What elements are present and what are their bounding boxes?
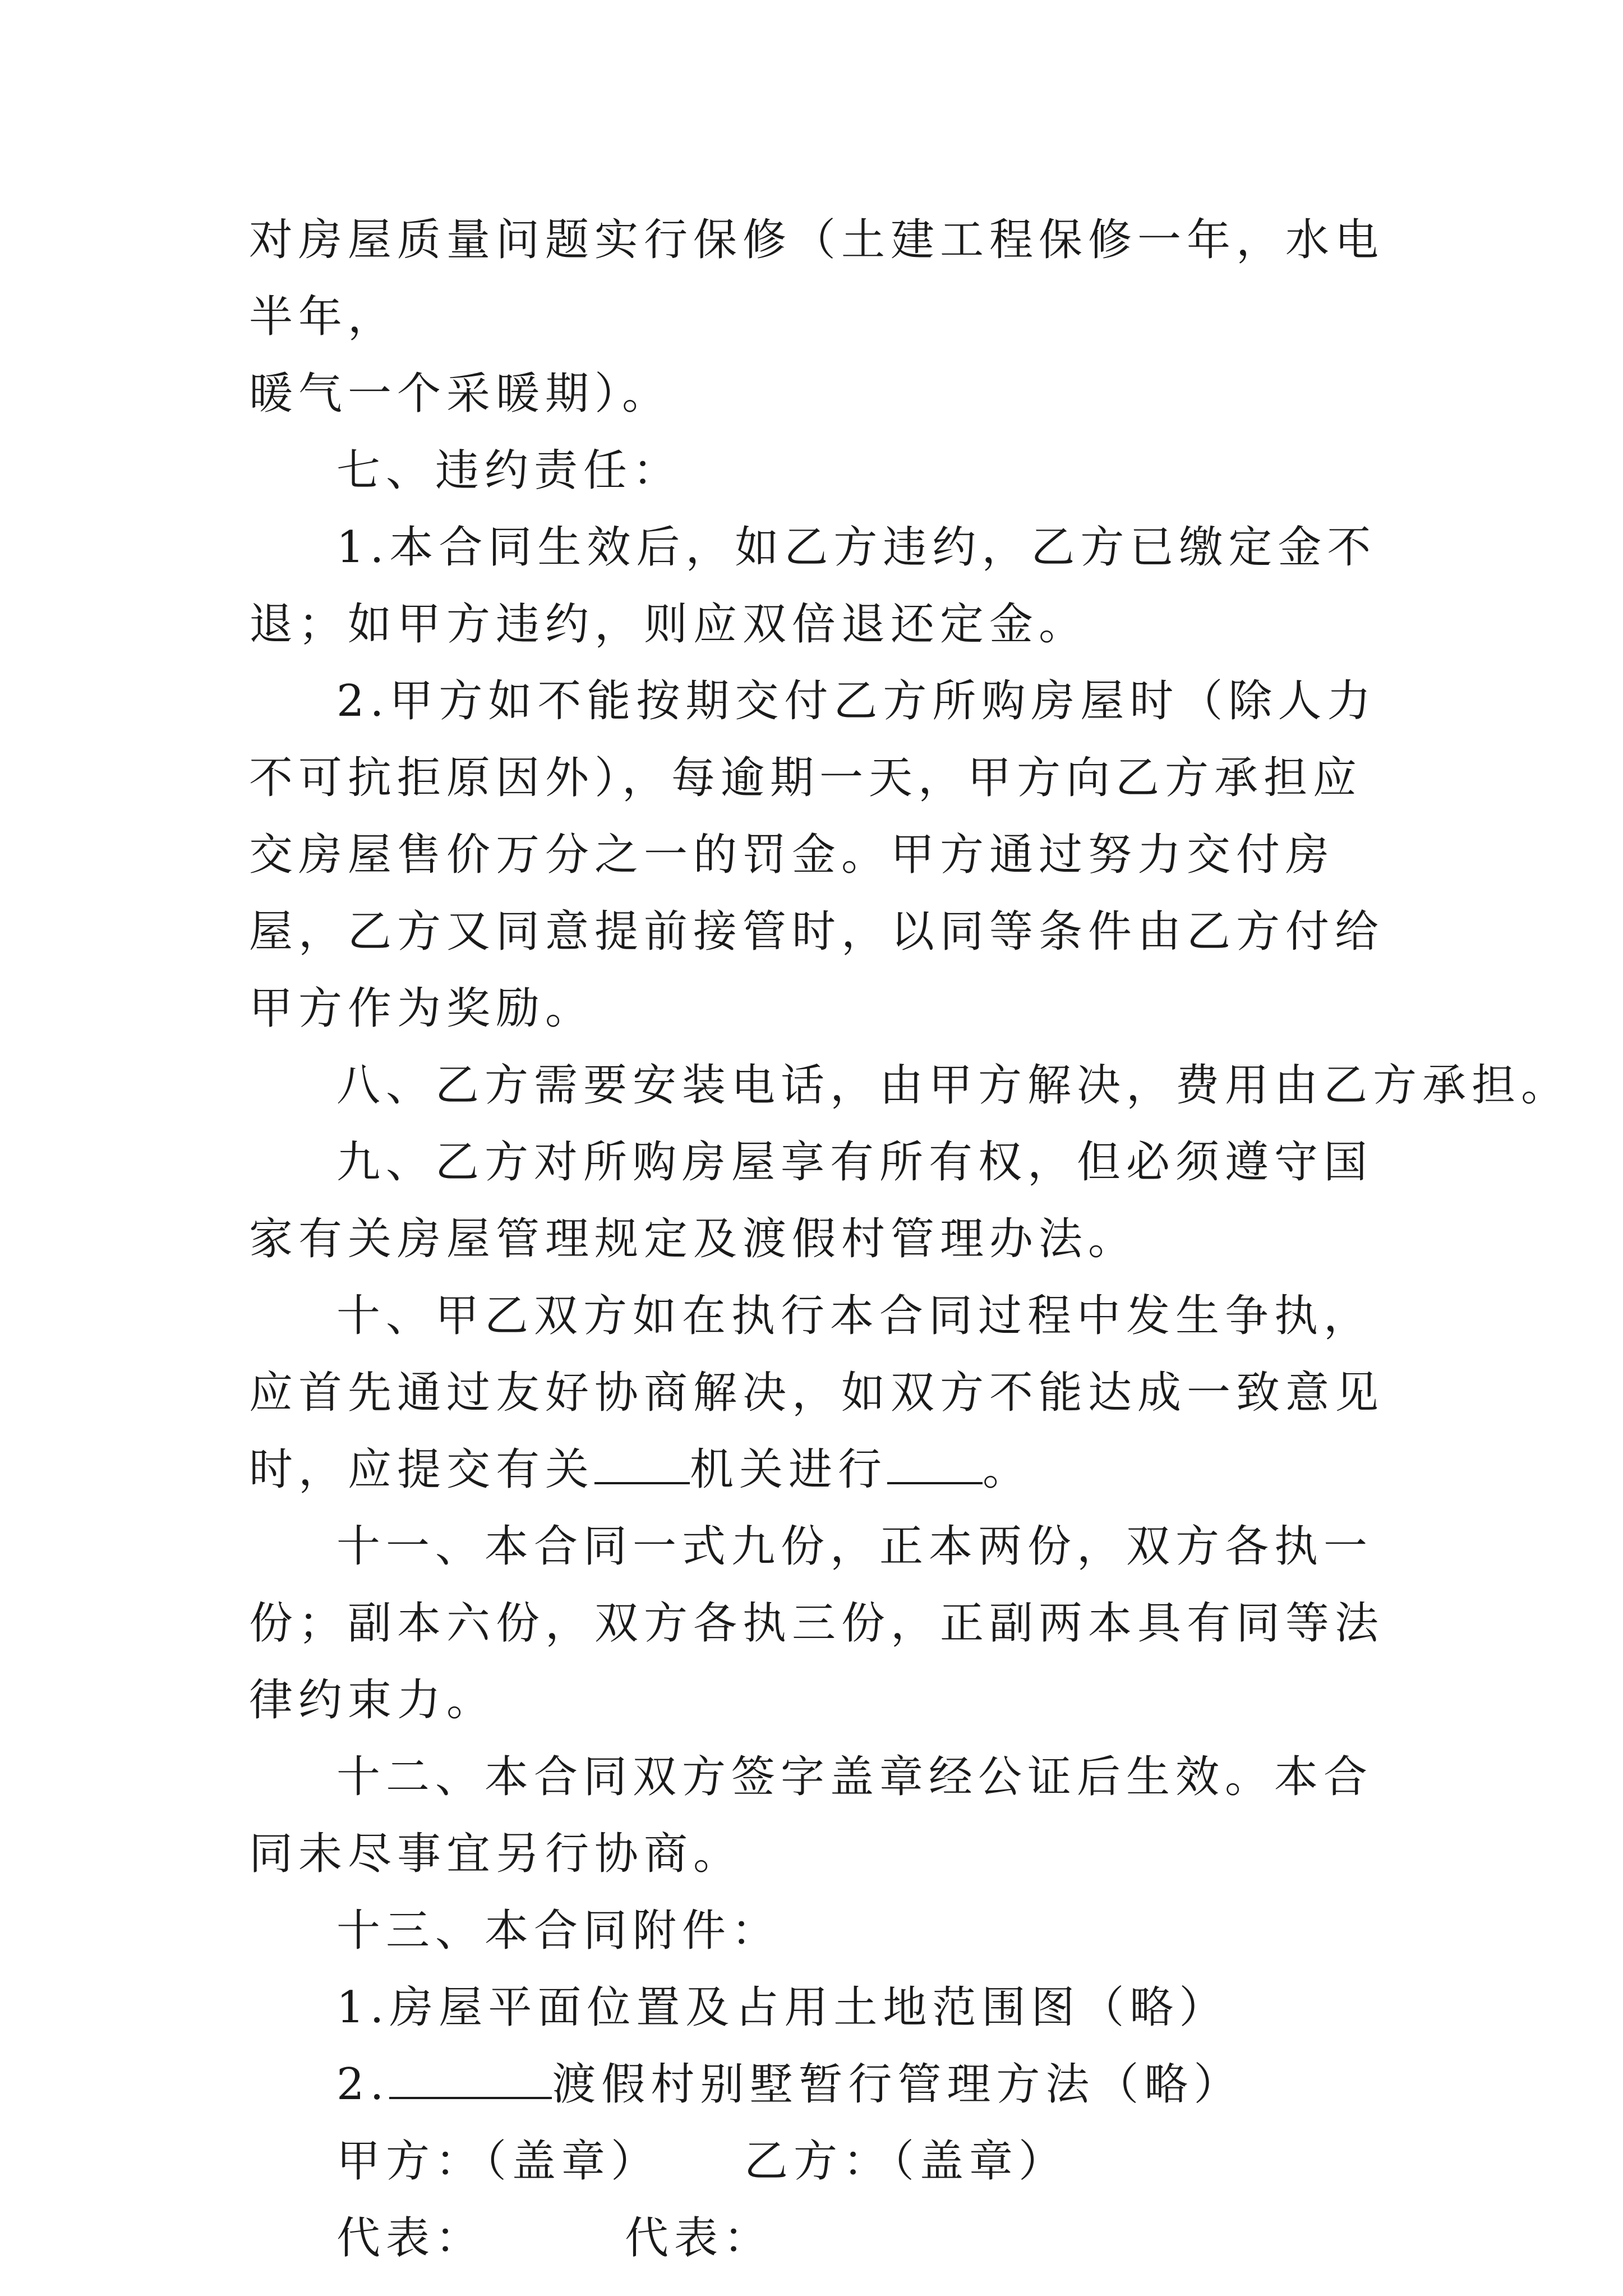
signature-parties — [249, 2123, 1387, 2200]
section-7-title: 七、违约责任： — [336, 445, 683, 496]
section-7-item-1: 1.本合同生效后，如乙方违约，乙方已缴定金不退；如甲方违约，则应双倍退还定金。 — [249, 522, 1377, 650]
blank-field-authority — [594, 1443, 690, 1484]
section-10-text-2: 机关进行 — [690, 1444, 888, 1495]
section-13-item-1: 1.房屋平面位置及占用土地范围图（略） — [336, 1982, 1229, 2033]
section-9: 九、乙方对所购房屋享有所有权，但必须遵守国家有关房屋管理规定及渡假村管理办法。 — [249, 1137, 1373, 1264]
warranty-line-1: 对房屋质量问题实行保修（土建工程保修一年，水电半年， — [249, 215, 1385, 342]
section-11: 十一、本合同一式九份，正本两份，双方各执一份；副本六份，双方各执三份，正副两本具有同等法律约束力。 — [249, 1521, 1385, 1726]
section-13-item-2-suffix: 渡假村别墅暂行管理方法（略） — [552, 2059, 1243, 2110]
blank-field-resort-name — [389, 2058, 552, 2099]
section-10-text-1: 十、甲乙双方如在执行本合同过程中发生争执，应首先通过友好协商解决，如双方不能达成一致意见时，应提交有关 — [249, 1291, 1385, 1495]
section-13-item-2-prefix: 2. — [336, 2059, 390, 2110]
section-10-text-3: 。 — [983, 1444, 1032, 1495]
blank-field-procedure — [887, 1443, 983, 1484]
party-b-representative: 代表： — [625, 2213, 773, 2263]
section-13-item-2 — [249, 2046, 1387, 2123]
section-12: 十二、本合同双方签字盖章经公证后生效。本合同未尽事宜另行协商。 — [249, 1752, 1373, 1879]
party-a-seal: 甲方：（盖章） — [336, 2136, 661, 2187]
document-body — [249, 202, 1571, 2277]
section-10 — [249, 1278, 1387, 1508]
section-13-title: 十三、本合同附件： — [336, 1906, 781, 1956]
section-7-item-2: 2.甲方如不能按期交付乙方所购房屋时（除人力不可抗拒原因外），每逾期一天，甲方向乙方承担应交房屋售价万分之一的罚金。甲方通过努力交付房屋，乙方又同意提前接管时，以同等条件由乙方付给甲方作为奖励。 — [249, 676, 1385, 1034]
warranty-line-2: 暖气一个采暖期）。 — [249, 369, 672, 419]
party-b-seal: 乙方：（盖章） — [744, 2136, 1068, 2187]
signature-representatives — [249, 2200, 1387, 2277]
paragraph-warranty — [249, 202, 1387, 432]
party-a-representative: 代表： — [336, 2213, 485, 2263]
section-8: 八、乙方需要安装电话，由甲方解决，费用由乙方承担。 — [336, 1060, 1571, 1111]
